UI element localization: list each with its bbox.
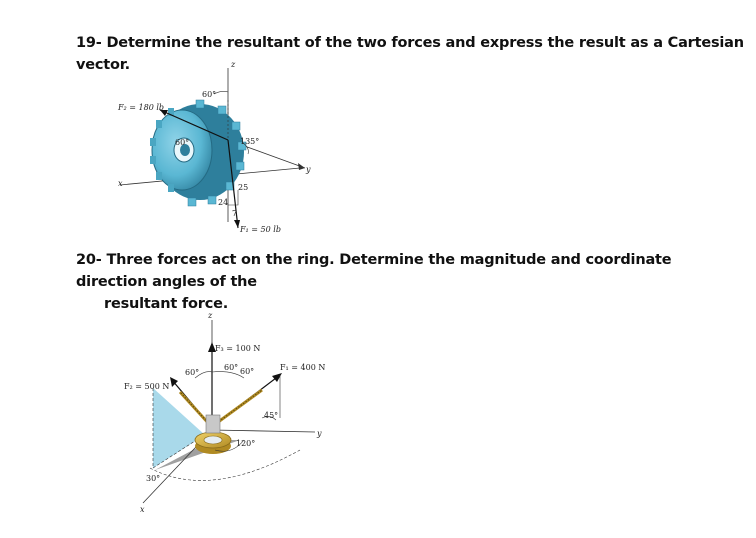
problem-19-statement: Determine the resultant of the two forces and express the result as a Cartesian vector. xyxy=(76,35,744,73)
problem-19-number: 19- xyxy=(76,35,102,51)
fig19-f1-label: F₁ = 50 lb xyxy=(240,225,281,234)
fig20-angle-30: 30° xyxy=(146,474,161,483)
fig19-angle-side: 135° xyxy=(240,137,260,146)
fig20-y-axis xyxy=(212,430,315,432)
fig20-y-label: y xyxy=(317,429,322,438)
fig19-dim-24: 24 xyxy=(218,198,229,207)
fig20-plane xyxy=(153,388,205,468)
fig20-angle-b: 60° xyxy=(224,363,239,372)
fig19-dim-25: 25 xyxy=(238,183,249,192)
fig20-angle-c: 60° xyxy=(240,367,255,376)
problem-20-statement-line2: resultant force. xyxy=(104,296,229,312)
problem-20-statement-line1: Three forces act on the ring. Determine the magnitude and coordinate direction angles of the xyxy=(76,252,672,290)
fig20-x-label: x xyxy=(140,505,145,514)
problem-20-number: 20- xyxy=(76,252,102,268)
fig20-f3-label: F₃ = 100 N xyxy=(215,344,261,353)
fig20-angle-45: 45° xyxy=(264,411,279,420)
fig19-z-label: z xyxy=(231,60,236,69)
fig20-angle-a: 60° xyxy=(185,368,200,377)
fig19-angle-top: 60° xyxy=(202,90,217,99)
fig19-y-label: y xyxy=(306,165,311,174)
fig19-angle-inner: 60° xyxy=(175,138,190,147)
fig20-f1-label: F₁ = 400 N xyxy=(280,363,326,372)
fig20-z-label: z xyxy=(208,311,213,320)
fig20-angle-120: 120° xyxy=(236,439,256,448)
ring-icon xyxy=(195,415,231,454)
fig20-f2-label: F₂ = 500 N xyxy=(124,382,170,391)
fig19-f2-label: F₂ = 180 lb xyxy=(118,103,165,112)
fig19-x-label: x xyxy=(118,179,123,188)
fig19-dim-7: 7 xyxy=(232,209,238,218)
